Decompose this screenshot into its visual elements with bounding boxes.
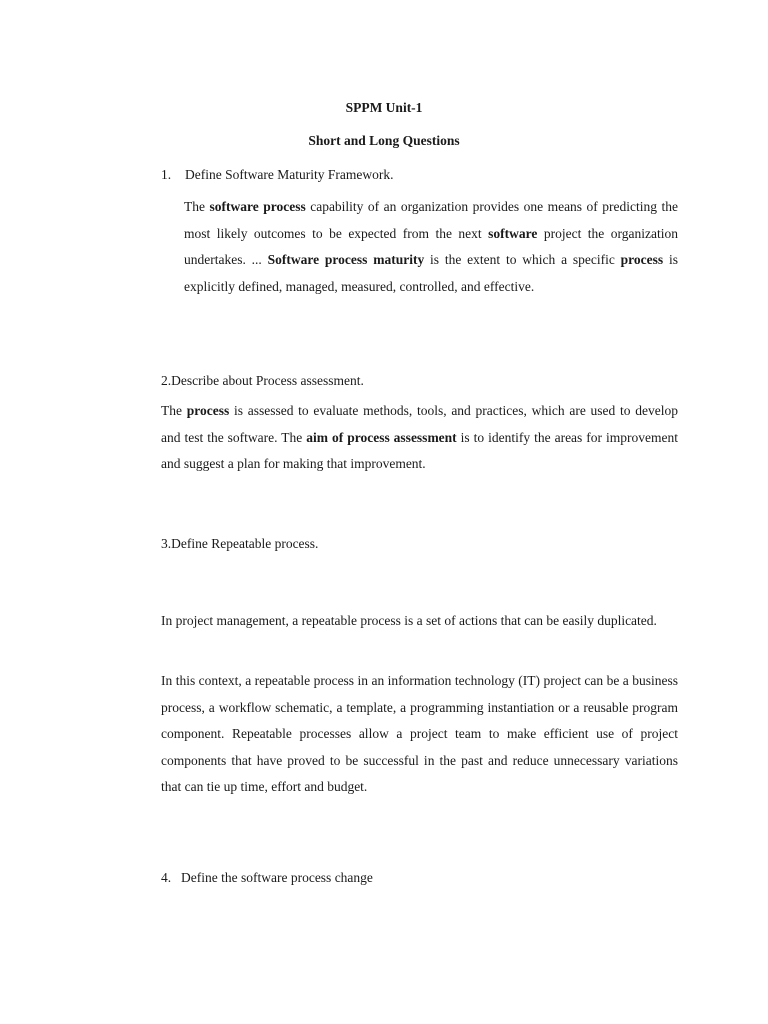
answer-2-text-1: The [161, 403, 187, 418]
answer-2-text-2: is assessed to evaluate methods, tools, and practices, which are used to develop and test the software. The [161, 403, 678, 445]
question-2: 2.Describe about Process assessment. [161, 373, 364, 388]
document-title: SPPM Unit-1 [345, 100, 423, 115]
question-1-number: 1. [161, 167, 172, 182]
question-4-number: 4. [161, 870, 172, 885]
answer-1-bold-4: process [620, 252, 664, 268]
answer-2-text-3: is to identify the areas for improvement and suggest a plan for making that improvement. [161, 429, 678, 472]
answer-1-text-4: is the extent to which a specific [424, 252, 621, 268]
answer-2-bold-2: aim of process assessment [306, 429, 457, 445]
question-3: 3.Define Repeatable process. [161, 536, 319, 551]
question-4-text: Define the software process change [181, 870, 373, 885]
question-4 [161, 870, 373, 886]
answer-1-bold-1: software process [209, 199, 306, 214]
answer-1-bold-2: software [488, 225, 538, 241]
answer-3-paragraph-1: In project management, a repeatable process is a set of actions that can be easily duplicated. [161, 613, 657, 628]
question-1-text: Define Software Maturity Framework. [185, 167, 394, 182]
answer-1-paragraph [184, 194, 678, 300]
answer-2-paragraph [161, 398, 678, 478]
answer-3-paragraph-2: In this context, a repeatable process in an information technology (IT) project can be a business process, a workflow schematic, a template, a programming instantiation or a reusable program component. Repeatable processes allow a project team to make efficient use of project components that have proved to be successful in the past and reduce unnecessary variations that can tie up time, effort and budget. [161, 673, 678, 795]
answer-1-text-5: is explicitly defined, managed, measured, controlled, and effective. [184, 252, 678, 294]
question-1 [161, 167, 393, 183]
answer-1-text-1: The [184, 199, 210, 214]
answer-1-bold-3: Software process maturity [267, 252, 425, 268]
answer-1-text-2: capability of an organization provides one means of predicting the most likely outcomes to be expected from the next [184, 199, 679, 241]
answer-1-text-3: project the organization undertakes. ... [184, 225, 678, 268]
answer-2-bold-1: process [186, 403, 230, 418]
document-subtitle: Short and Long Questions [308, 133, 460, 148]
